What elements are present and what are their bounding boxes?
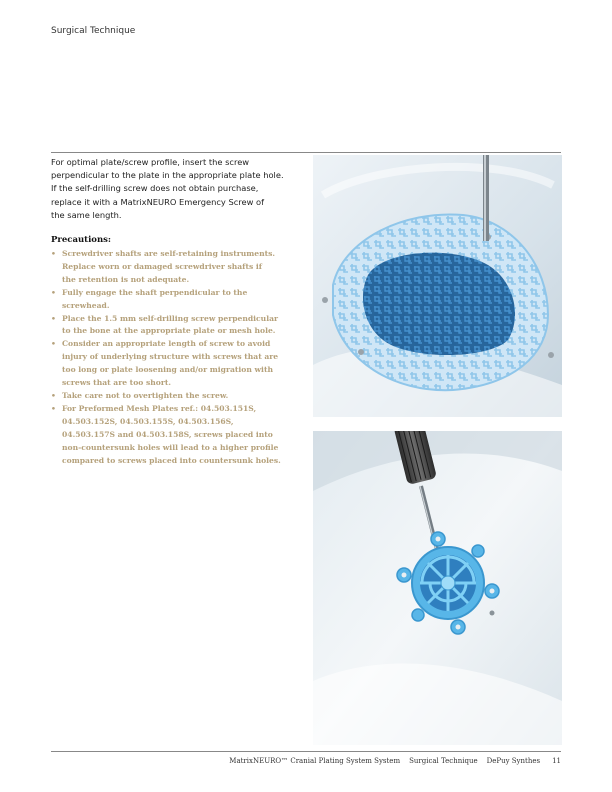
bullet-icon: •: [51, 287, 56, 297]
precaution-line: Consider an appropriate length of screw to avoid: [62, 339, 271, 349]
precaution-item: [51, 313, 303, 339]
precaution-item: [51, 403, 303, 468]
precaution-line: screws that are too short.: [62, 378, 171, 388]
precaution-line: Take care not to overtighten the screw.: [62, 390, 229, 400]
precaution-line: 04.503.152S, 04.503.155S, 04.503.156S,: [62, 416, 234, 426]
precaution-line: too long or plate loosening and/or migration with: [62, 365, 273, 375]
page-number: 11: [552, 757, 561, 765]
precaution-line: compared to screws placed into countersunk holes.: [62, 455, 281, 465]
precaution-line: For Preformed Mesh Plates ref.: 04.503.151S,: [62, 403, 257, 413]
intro-paragraph: [51, 156, 301, 222]
precaution-line: to the bone at the appropriate plate or mesh hole.: [62, 326, 276, 336]
burr-hole-cover-photo: [313, 431, 562, 745]
bullet-icon: •: [51, 403, 56, 413]
mesh-plate-illustration: [313, 155, 562, 417]
footer-product: MatrixNEURO™ Cranial Plating System System: [229, 757, 401, 765]
intro-line: If the self-drilling screw does not obtain purchase,: [51, 183, 259, 194]
intro-line: the same length.: [51, 209, 122, 220]
precaution-line: Place the 1.5 mm self-drilling screw perpendicular: [62, 313, 279, 323]
precaution-line: Fully engage the shaft perpendicular to the: [62, 287, 248, 297]
precaution-line: the retention is not adequate.: [62, 274, 190, 284]
bullet-icon: •: [51, 249, 56, 258]
precaution-line: screwhead.: [62, 300, 110, 310]
precaution-item: [51, 287, 303, 313]
bullet-icon: •: [51, 313, 56, 323]
precaution-line: 04.503.157S and 04.503.158S, screws placed into: [62, 429, 273, 439]
precaution-line: non-countersunk holes will lead to a higher profile: [62, 442, 279, 452]
precaution-item: [51, 248, 303, 287]
precautions-heading: Precautions:: [51, 235, 112, 245]
section-label: Surgical Technique: [51, 26, 136, 36]
bullet-icon: •: [51, 339, 56, 349]
page-footer: [51, 757, 561, 765]
bullet-icon: •: [51, 390, 56, 400]
footer-brand: DePuy Synthes: [486, 757, 541, 765]
intro-line: For optimal plate/screw profile, insert the screw: [51, 157, 250, 167]
bottom-divider: [51, 751, 561, 752]
burr-hole-cover-illustration: [313, 431, 562, 745]
intro-line: perpendicular to the plate in the appropriate plate hole.: [51, 170, 284, 181]
precaution-line: injury of underlying structure with screws that are: [62, 352, 279, 362]
precaution-item: [51, 390, 303, 403]
precautions-list: [51, 248, 303, 467]
intro-line: replace it with a MatrixNEURO Emergency Screw of: [51, 196, 265, 207]
mesh-plate-photo: [313, 155, 562, 417]
precaution-item: [51, 338, 303, 390]
top-divider: [51, 152, 561, 153]
precaution-line: Screwdriver shafts are self-retaining instruments.: [62, 249, 276, 258]
footer-section: Surgical Technique: [409, 757, 478, 765]
precaution-line: Replace worn or damaged screwdriver shafts if: [62, 261, 263, 271]
